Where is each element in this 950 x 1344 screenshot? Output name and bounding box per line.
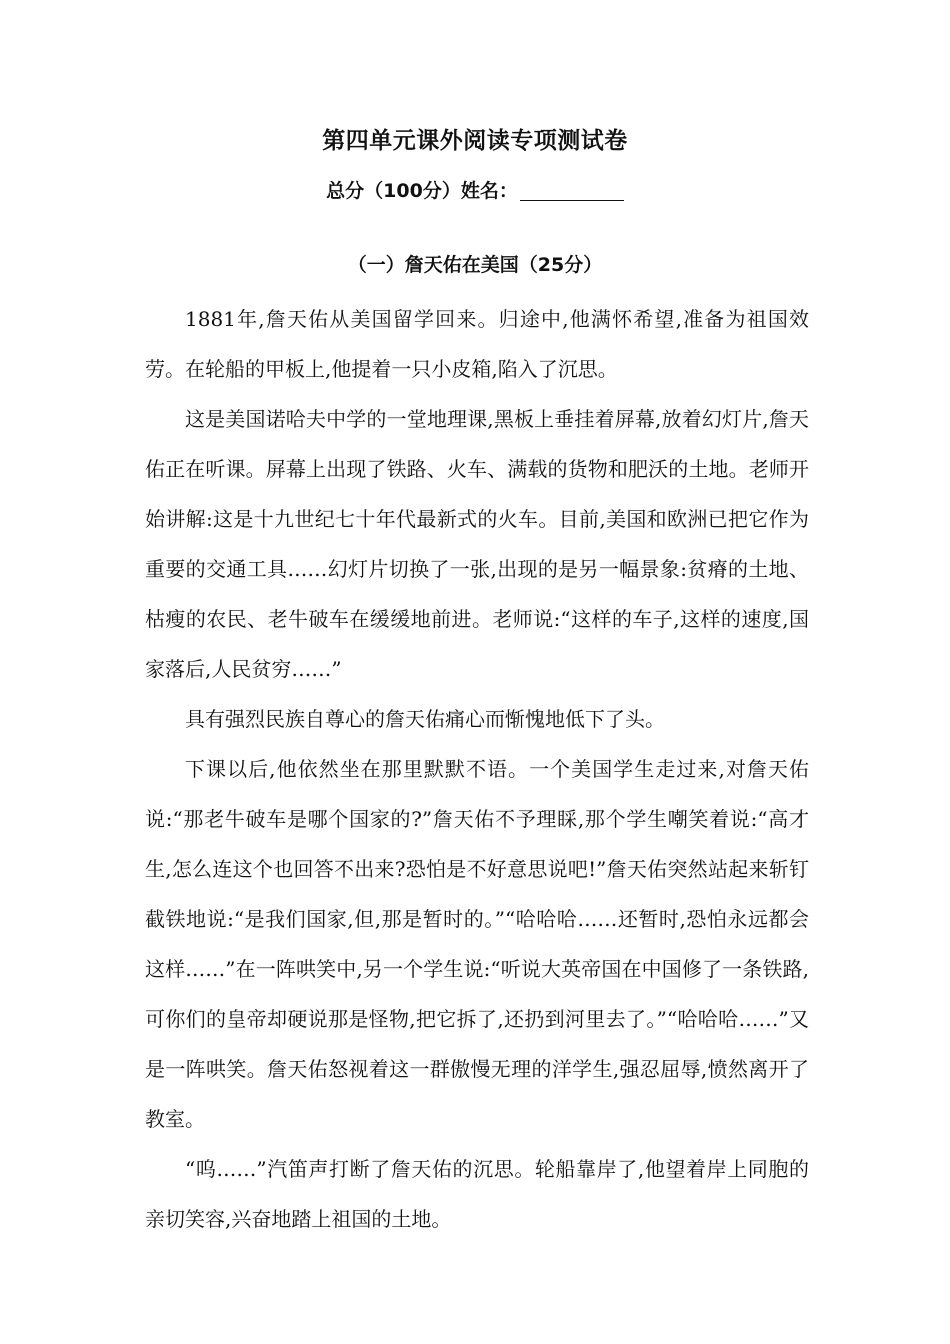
paragraph: 具有强烈民族自尊心的詹天佑痛心而惭愧地低下了头。 xyxy=(185,707,665,731)
section-title: （一）詹天佑在美国（25分） xyxy=(347,254,603,276)
paragraph: 这是美国诺哈夫中学的一堂地理课,黑板上垂挂着屏幕,放着幻灯片,詹天佑正在听课。屏幕上出现了铁路、火车、满载的货物和肥沃的土地。老师开始讲解:这是十九世纪七十年代最新式的火车。目前,美国和欧洲已把它作为重要的交通工具……幻灯片切换了一张,出现的是另一幅景象:贫瘠的土地、枯瘦的农民、老牛破车在缓缓地前进。老师说:“这样的车子,这样的速度,国家落后,人民贫穷……” xyxy=(145,407,809,681)
page-title: 第四单元课外阅读专项测试卷 xyxy=(322,128,628,154)
paragraph: “呜……”汽笛声打断了詹天佑的沉思。轮船靠岸了,他望着岸上同胞的亲切笑容,兴奋地踏上祖国的土地。 xyxy=(145,1157,809,1231)
paragraph: 1881年,詹天佑从美国留学回来。归途中,他满怀希望,准备为祖国效劳。在轮船的甲板上,他提着一只小皮箱,陷入了沉思。 xyxy=(145,307,809,381)
name-blank-field[interactable] xyxy=(520,178,624,201)
score-label: 总分（100分）姓名： xyxy=(326,180,518,202)
paragraph: 下课以后,他依然坐在那里默默不语。一个美国学生走过来,对詹天佑说:“那老牛破车是哪个国家的?”詹天佑不予理睬,那个学生嘲笑着说:“高才生,怎么连这个也回答不出来?恐怕是不好意思说吧!”詹天佑突然站起来斩钉截铁地说:“是我们国家,但,那是暂时的。”“哈哈哈……还暂时,恐怕永远都会这样……”在一阵哄笑中,另一个学生说:“听说大英帝国在中国修了一条铁路,可你们的皇帝却硬说那是怪物,把它拆了,还扔到河里去了。”“哈哈哈……”又是一阵哄笑。詹天佑怒视着这一群傲慢无理的洋学生,强忍屈辱,愤然离开了教室。 xyxy=(145,757,809,1131)
article-body xyxy=(145,294,809,1244)
score-name-line xyxy=(0,175,950,207)
